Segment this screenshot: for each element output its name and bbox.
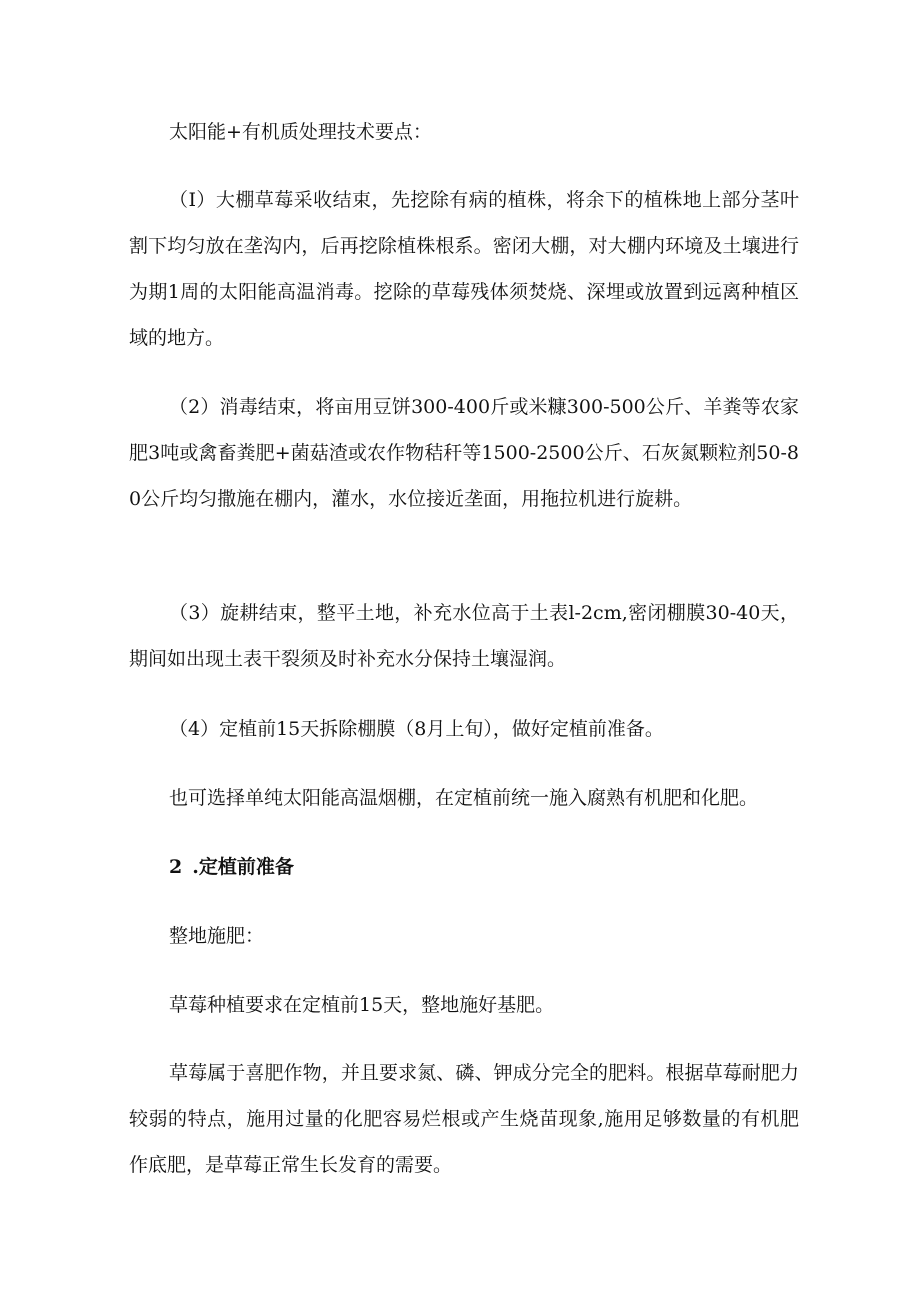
section-heading [129,844,799,890]
paragraph-solar-organic-title: 太阳能+有机质处理技术要点： [169,121,432,143]
paragraph-base-fertilizer: 草莓种植要求在定植前15天，整地施好基肥。 [169,994,555,1016]
paragraph-fertilizer-needs: 草莓属于喜肥作物，并且要求氮、磷、钾成分完全的肥料。根据草莓耐肥力较弱的特点，施用过量的化肥容易烂根或产生烧苗现象,施用足够数量的有机肥作底肥，是草莓正常生长发育的需要。 [129,1062,799,1176]
section-number: 2 [169,856,183,878]
paragraph-step-3: （3）旋耕结束，整平土地，补充水位高于土表l-2cm,密闭棚膜30-40天，期间如出现土表干裂须及时补充水分保持土壤湿润。 [129,602,799,670]
section-title: .定植前准备 [192,856,294,878]
paragraph-step-1: （I）大棚草莓采收结束，先挖除有病的植株，将余下的植株地上部分茎叶割下均匀放在垄沟内，后再挖除植株根系。密闭大棚，对大棚内环境及土壤进行为期1周的太阳能高温消毒。挖除的草莓残体须焚烧、深埋或放置到远离种植区域的地方。 [129,189,799,349]
paragraph-alternative: 也可选择单纯太阳能高温烟棚，在定植前统一施入腐熟有机肥和化肥。 [169,787,759,809]
paragraph-land-prep-title: 整地施肥： [169,925,265,947]
paragraph-step-4: （4）定植前15天拆除棚膜（8月上旬），做好定植前准备。 [169,718,664,740]
paragraph-step-2: （2）消毒结束，将亩用豆饼300-400斤或米糠300-500公斤、羊粪等农家肥3吨或禽畜粪肥+菌菇渣或农作物秸秆等1500-2500公斤、石灰氮颗粒剂50-80公斤均匀撒施在棚内，灌水，水位接近垄面，用拖拉机进行旋耕。 [129,396,799,510]
